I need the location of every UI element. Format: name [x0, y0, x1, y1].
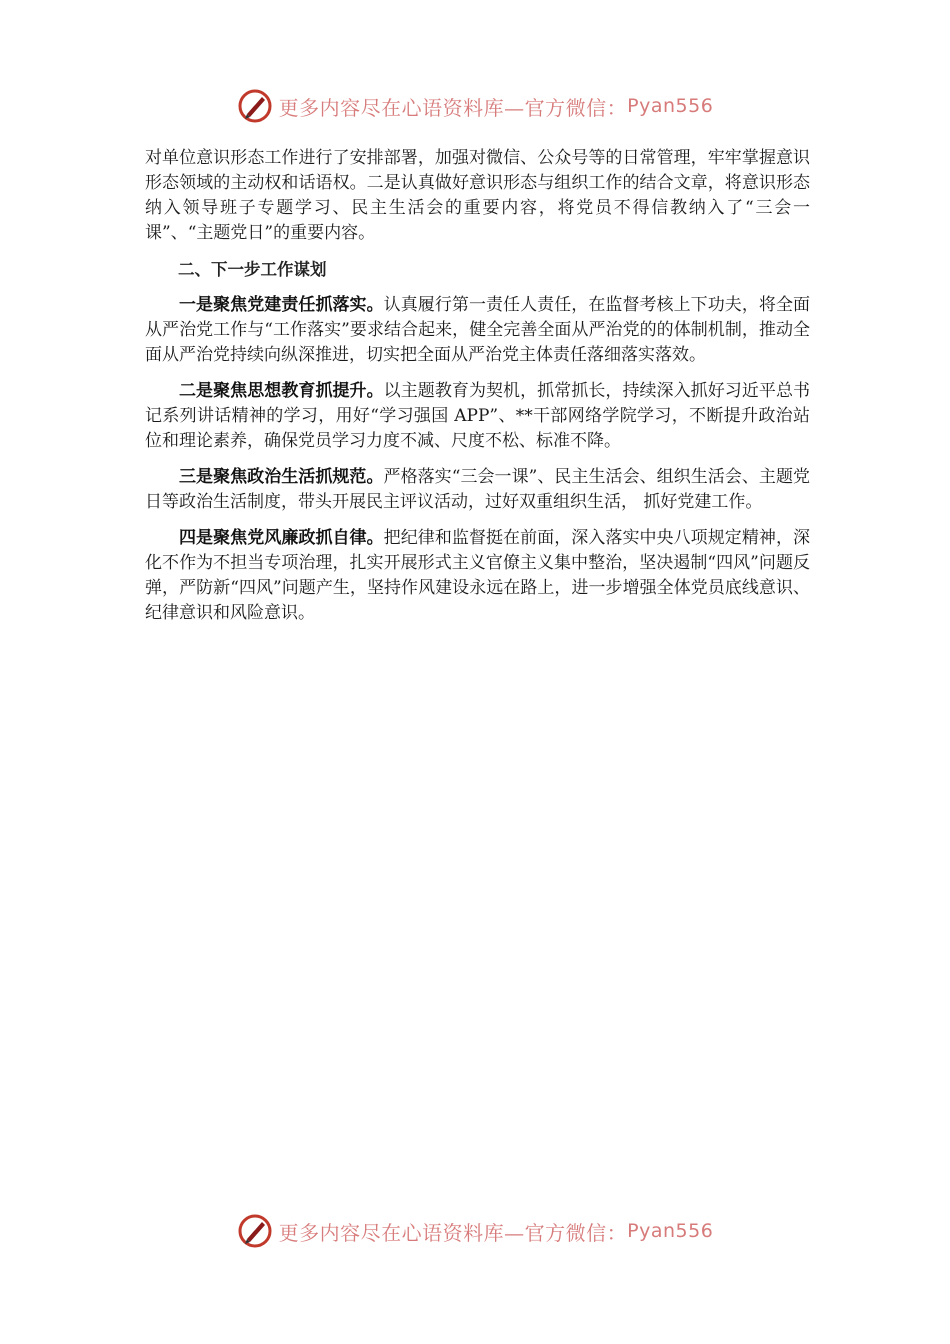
watermark-text: 更多内容尽在心语资料库—官方微信： — [278, 95, 628, 120]
watermark-wechat-id: Pyan556 — [627, 1220, 714, 1242]
work-item-4-text: 把纪律和监督挺在前面，深入落实中央八项规定精神，深化不作为不担当专项治理，扎实开展形式主义官僚主义集中整治，坚决遏制“四风”问题反弹，严防新“四风”问题产生，坚持作风建设永远在路上，进一步增强全体党员底线意识、纪律意识和风险意识。 — [145, 528, 811, 623]
watermark-text: 更多内容尽在心语资料库—官方微信： — [278, 1220, 628, 1245]
work-item-4-lead: 四是聚焦党风廉政抓自律。 — [179, 528, 384, 548]
work-item-3-text: 严格落实“三会一课”、民主生活会、组织生活会、主题党日等政治生活制度，带头开展民主评议活动，过好双重组织生活， 抓好党建工作。 — [145, 467, 810, 512]
work-item-3-lead: 三是聚焦政治生活抓规范。 — [179, 467, 384, 487]
pen-logo-icon — [237, 88, 273, 124]
intro-paragraph: 对单位意识形态工作进行了安排部署，加强对微信、公众号等的日常管理，牢牢掌握意识形态领域的主动权和话语权。二是认真做好意识形态与组织工作的结合文章，将意识形态纳入领导班子专题学习、民主生活会的重要内容，将党员不得信教纳入了“三会一课”、“主题党日”的重要内容。 — [145, 148, 810, 243]
document-body — [145, 146, 810, 637]
work-item-2-text: 以主题教育为契机，抓常抓长，持续深入抓好习近平总书记系列讲话精神的学习，用好“学习强国 APP”、**干部网络学院学习，不断提升政治站位和理论素养，确保党员学习力度不减、尺度不松、标准不降。 — [145, 381, 811, 451]
pen-logo-icon — [237, 1213, 273, 1249]
watermark-wechat-id: Pyan556 — [627, 95, 714, 117]
work-item-1-text: 认真履行第一责任人责任，在监督考核上下功夫，将全面从严治党工作与“工作落实”要求结合起来，健全完善全面从严治党的的体制机制，推动全面从严治党持续向纵深推进，切实把全面从严治党主体责任落细落实落效。 — [145, 295, 811, 365]
work-item-2-lead: 二是聚焦思想教育抓提升。 — [179, 381, 384, 401]
work-item-2 — [145, 379, 810, 454]
work-item-4 — [145, 526, 810, 626]
work-item-1 — [145, 293, 810, 368]
section-heading: 二、下一步工作谋划 — [178, 260, 327, 279]
work-item-3 — [145, 465, 810, 515]
work-item-1-lead: 一是聚焦党建责任抓落实。 — [179, 295, 384, 315]
header-watermark — [0, 86, 950, 126]
footer-watermark — [0, 1211, 950, 1251]
